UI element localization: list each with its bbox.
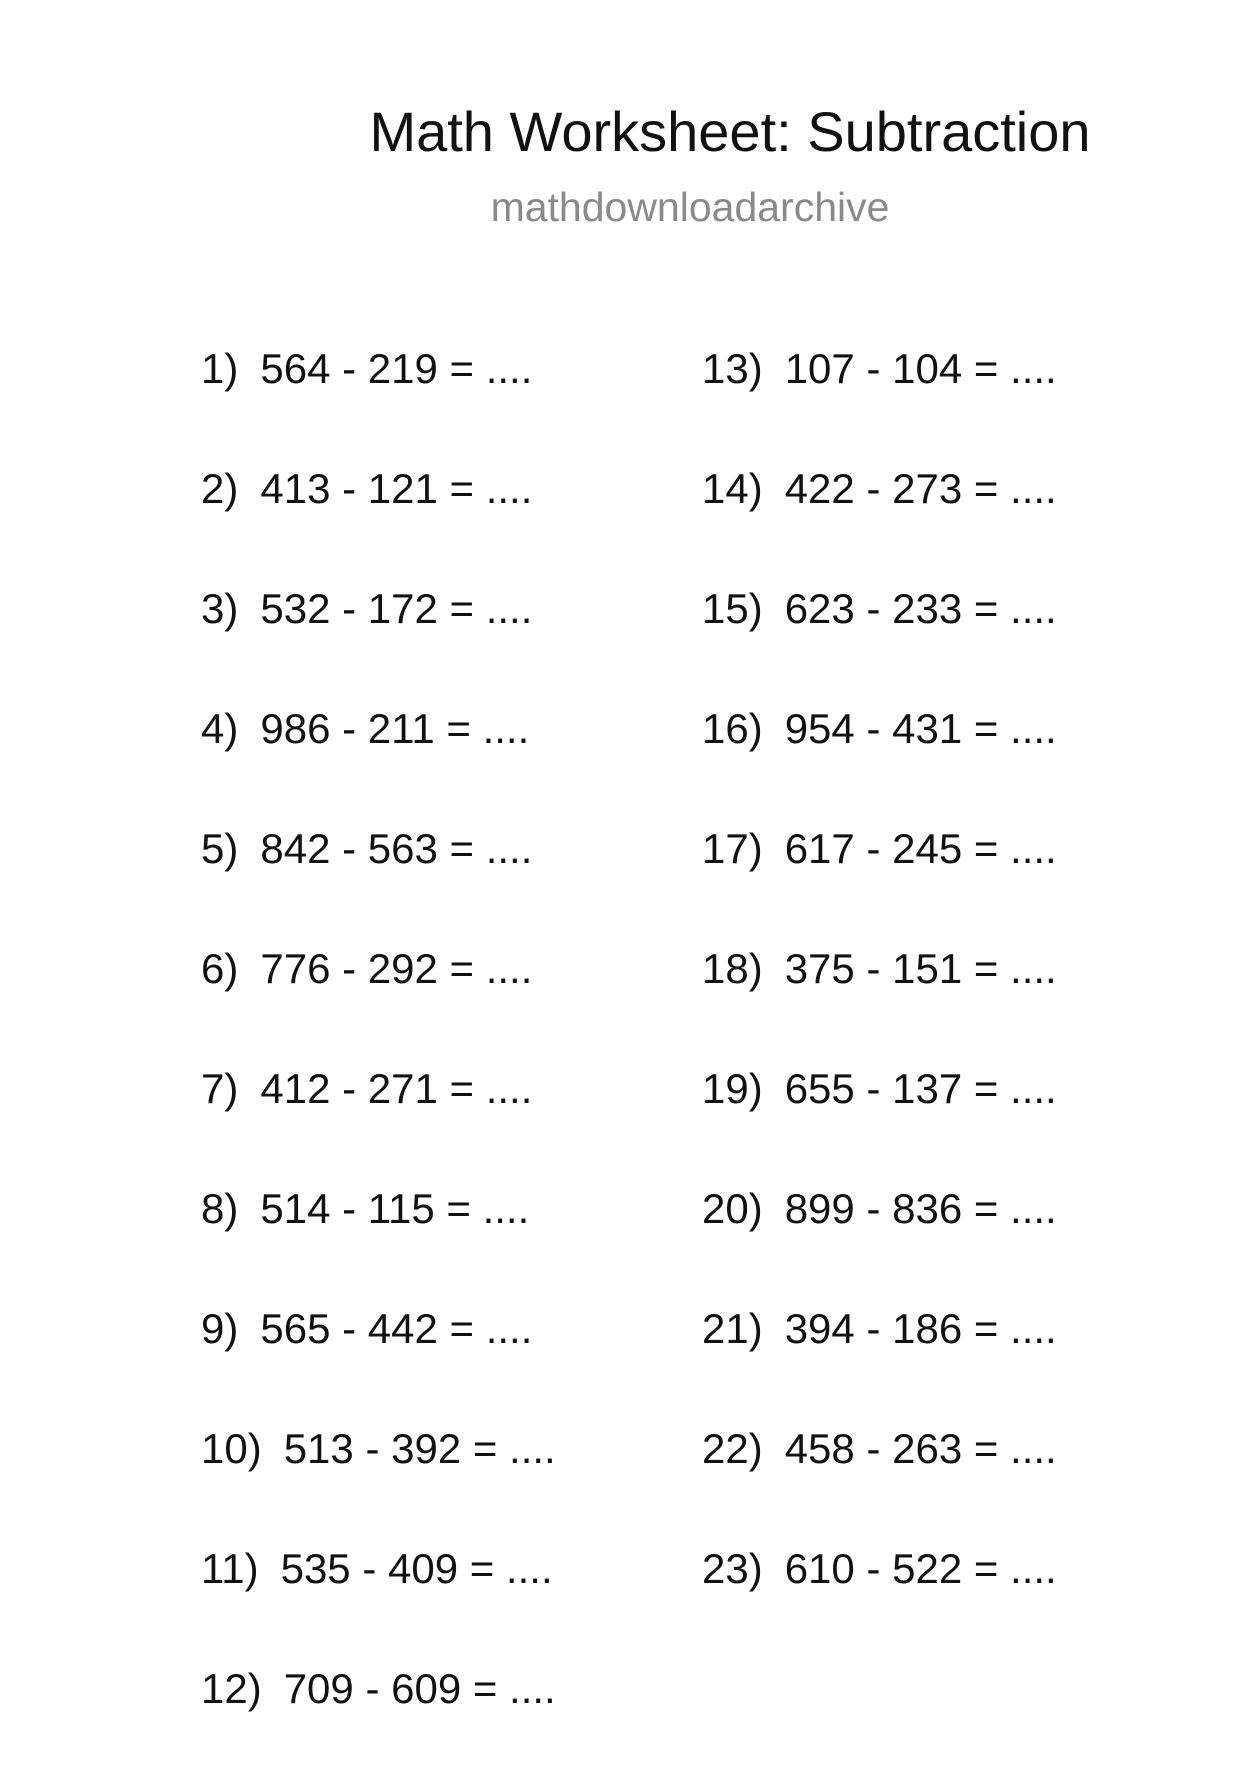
problem-item (201, 705, 556, 828)
problem-expression: 513 - 392 = .... (283, 1425, 556, 1472)
problem-item (702, 465, 1057, 588)
problem-item (702, 1065, 1057, 1188)
problem-item (201, 465, 556, 588)
problem-expression: 954 - 431 = .... (784, 705, 1057, 752)
problem-item (702, 705, 1057, 828)
problem-expression: 899 - 836 = .... (784, 1185, 1057, 1232)
problem-expression: 776 - 292 = .... (260, 945, 533, 992)
problem-number: 4) (201, 705, 239, 752)
problem-column-right (702, 345, 1057, 1668)
problem-item (201, 1185, 556, 1308)
problem-item (201, 1665, 556, 1788)
problem-column-left (201, 345, 556, 1788)
problem-item (702, 585, 1057, 708)
problem-number: 9) (201, 1305, 239, 1352)
problem-number: 14) (702, 465, 763, 512)
problem-number: 17) (702, 825, 763, 872)
problem-expression: 535 - 409 = .... (280, 1545, 553, 1592)
problem-expression: 458 - 263 = .... (784, 1425, 1057, 1472)
problem-item (702, 1185, 1057, 1308)
problem-item (702, 1425, 1057, 1548)
problem-expression: 394 - 186 = .... (784, 1305, 1057, 1352)
problem-expression: 709 - 609 = .... (283, 1665, 556, 1712)
problem-item (702, 345, 1057, 468)
problem-number: 10) (201, 1425, 262, 1472)
problem-item (201, 825, 556, 948)
problem-expression: 107 - 104 = .... (784, 345, 1057, 392)
problem-expression: 532 - 172 = .... (260, 585, 533, 632)
problem-expression: 564 - 219 = .... (260, 345, 533, 392)
problem-item (201, 1425, 556, 1548)
problem-number: 22) (702, 1425, 763, 1472)
problem-number: 7) (201, 1065, 239, 1112)
problem-item (201, 1305, 556, 1428)
problem-expression: 617 - 245 = .... (784, 825, 1057, 872)
problem-expression: 842 - 563 = .... (260, 825, 533, 872)
problem-number: 19) (702, 1065, 763, 1112)
problem-number: 13) (702, 345, 763, 392)
problem-item (702, 1305, 1057, 1428)
problem-item (201, 585, 556, 708)
problem-number: 6) (201, 945, 239, 992)
problem-item (201, 345, 556, 468)
problem-item (702, 825, 1057, 948)
problem-expression: 986 - 211 = .... (260, 705, 530, 752)
problem-item (201, 1065, 556, 1188)
problem-expression: 610 - 522 = .... (784, 1545, 1057, 1592)
worksheet-title: Math Worksheet: Subtraction (369, 100, 1091, 163)
problem-expression: 565 - 442 = .... (260, 1305, 533, 1352)
problem-number: 8) (201, 1185, 239, 1232)
problem-item (702, 1545, 1057, 1668)
problem-number: 21) (702, 1305, 763, 1352)
problem-number: 3) (201, 585, 239, 632)
problem-number: 16) (702, 705, 763, 752)
problem-item (201, 1545, 556, 1668)
problem-number: 23) (702, 1545, 763, 1592)
problem-number: 1) (201, 345, 239, 392)
problem-number: 11) (201, 1545, 259, 1592)
problem-expression: 375 - 151 = .... (784, 945, 1057, 992)
problem-number: 18) (702, 945, 763, 992)
problem-number: 5) (201, 825, 239, 872)
problem-expression: 655 - 137 = .... (784, 1065, 1057, 1112)
problem-number: 12) (201, 1665, 262, 1712)
problem-expression: 413 - 121 = .... (260, 465, 533, 512)
problem-number: 2) (201, 465, 239, 512)
problem-number: 20) (702, 1185, 763, 1232)
problem-item (201, 945, 556, 1068)
problem-expression: 412 - 271 = .... (260, 1065, 533, 1112)
problem-item (702, 945, 1057, 1068)
problem-expression: 422 - 273 = .... (784, 465, 1057, 512)
problem-number: 15) (702, 585, 763, 632)
problem-expression: 623 - 233 = .... (784, 585, 1057, 632)
worksheet-subtitle: mathdownloadarchive (490, 184, 890, 230)
problem-expression: 514 - 115 = .... (260, 1185, 530, 1232)
